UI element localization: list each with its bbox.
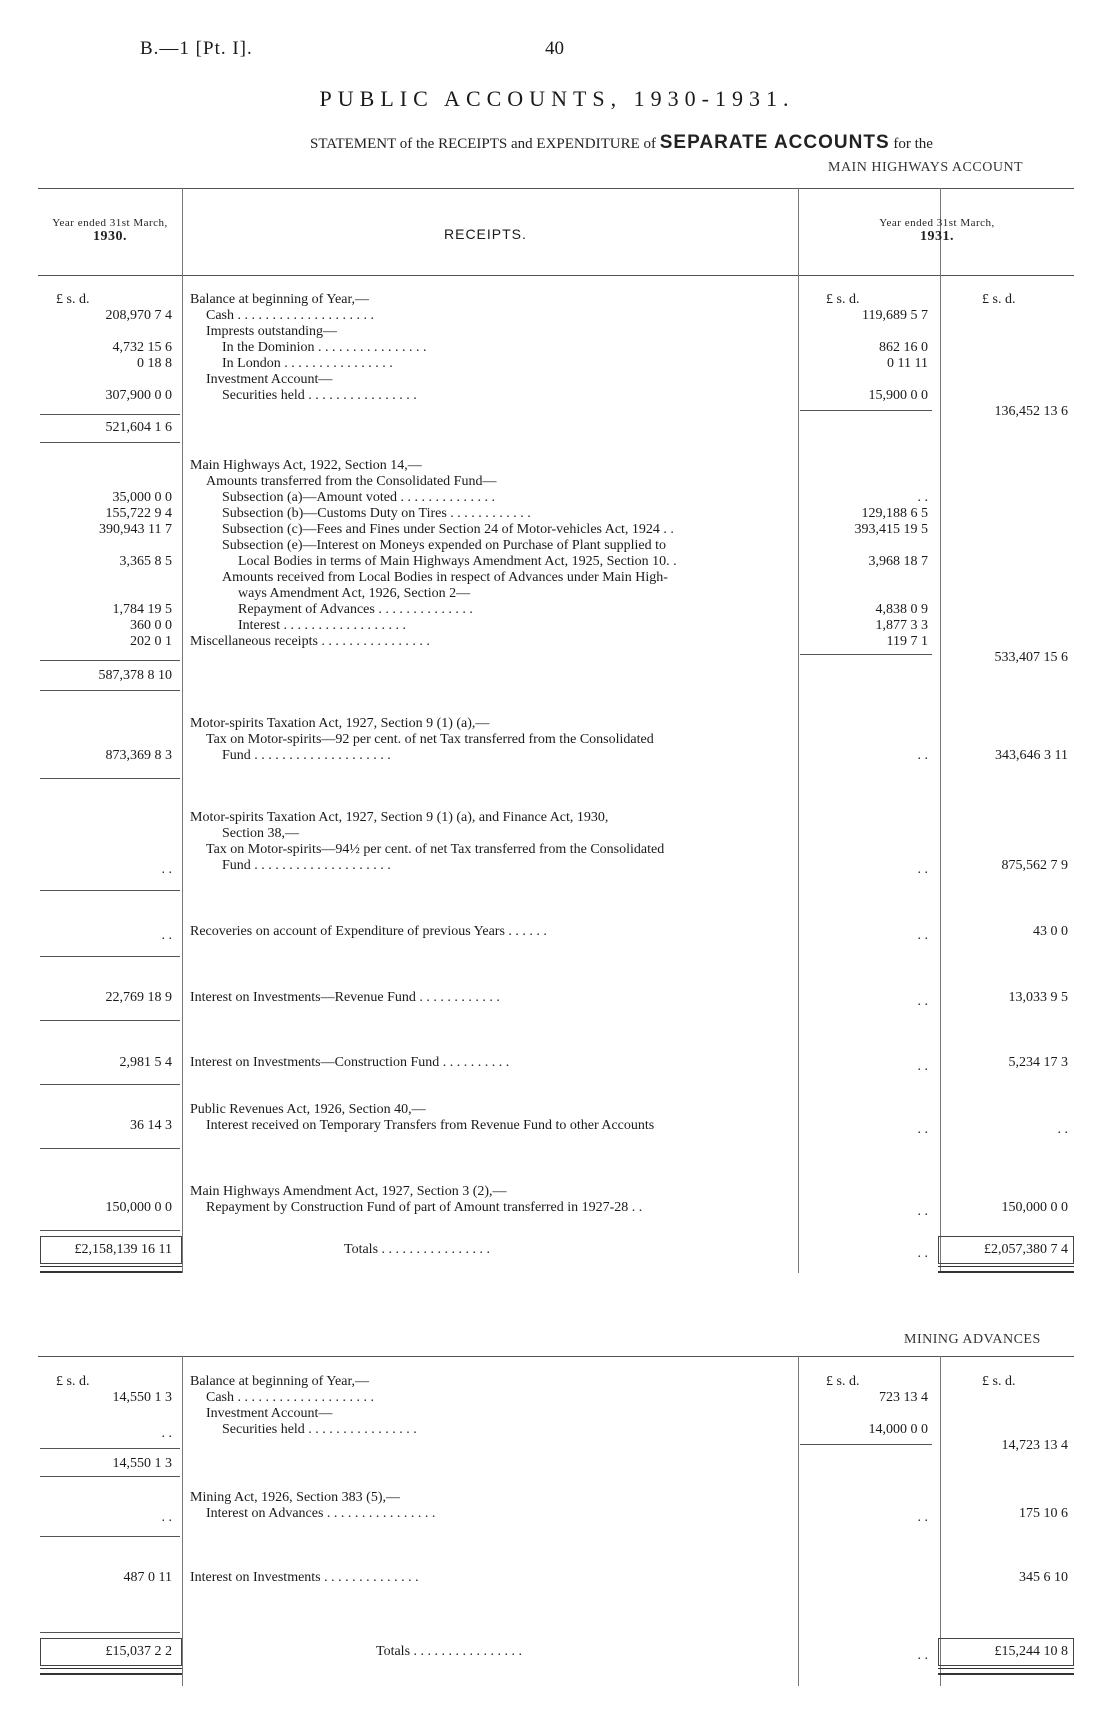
row-rule <box>40 1020 180 1021</box>
row-rule <box>40 778 180 779</box>
table-top-rule <box>38 188 1074 189</box>
subtotal-rule <box>800 410 932 411</box>
page-reference: B.—1 [Pt. I]. <box>140 38 253 59</box>
mining-double-rule <box>40 1668 182 1675</box>
mining-subtotal-rule <box>40 1448 180 1449</box>
mining-col-divider-right <box>940 1356 941 1686</box>
mining-act-line: Interest on Advances . . . . . . . . . . . . . . . . <box>206 1506 436 1521</box>
prev-ms1: 873,369 8 3 <box>105 748 172 763</box>
dominion-label: In the Dominion . . . . . . . . . . . . . . . . <box>222 340 427 355</box>
prev-sub-b: 155,722 9 4 <box>105 506 172 521</box>
statement-bold: SEPARATE ACCOUNTS <box>659 132 890 153</box>
cur-dominion: 862 16 0 <box>879 340 928 355</box>
mh-transferred: Amounts transferred from the Consolidated Fund— <box>206 474 497 489</box>
mining-prev-advances: . . <box>161 1510 172 1525</box>
cur-ms1-mid: . . <box>917 748 928 763</box>
prev-cash: 208,970 7 4 <box>105 308 172 323</box>
prev-total: £2,158,139 16 11 <box>74 1242 172 1257</box>
mining-row-rule <box>40 1632 180 1633</box>
mining-cur-total: £15,244 10 8 <box>994 1644 1068 1659</box>
col-divider-right <box>940 188 941 1273</box>
cur-ms2-mid: . . <box>917 862 928 877</box>
subtotal-rule <box>40 660 180 661</box>
page-title: PUBLIC ACCOUNTS, 1930-1931. <box>319 86 795 111</box>
cur-total-mid: . . <box>917 1246 928 1261</box>
cur-recoveries: 43 0 0 <box>1033 924 1068 939</box>
ms1-line1: Tax on Motor-spirits—92 per cent. of net Tax transferred from the Consolidated <box>206 732 654 747</box>
repay-label: Repayment of Advances . . . . . . . . . . . . . . <box>238 602 473 617</box>
ms1-heading: Motor-spirits Taxation Act, 1927, Section 9 (1) (a),— <box>190 716 490 731</box>
cur-securities: 15,900 0 0 <box>868 388 928 403</box>
prev-balance-total: 521,604 1 6 <box>105 420 172 435</box>
ms2-heading1: Motor-spirits Taxation Act, 1927, Section 9 (1) (a), and Finance Act, 1930, <box>190 810 609 825</box>
mining-row-rule <box>40 1536 180 1537</box>
mining-prev-cash: 14,550 1 3 <box>112 1390 172 1405</box>
london-label: In London . . . . . . . . . . . . . . . . <box>222 356 393 371</box>
col-divider-mid <box>798 188 799 1273</box>
interest-label: Interest . . . . . . . . . . . . . . . . . . <box>238 618 406 633</box>
receipts-heading: RECEIPTS. <box>444 226 527 242</box>
sub-b-label: Subsection (b)—Customs Duty on Tires . . . . . . . . . . . . <box>222 506 531 521</box>
prev-repay: 1,784 19 5 <box>112 602 172 617</box>
col-divider-left <box>182 188 183 1273</box>
cur-int-con: 5,234 17 3 <box>1008 1055 1068 1070</box>
cur-int-rev-mid: . . <box>917 994 928 1009</box>
prev-mha: 150,000 0 0 <box>105 1200 172 1215</box>
cur-sub-e: 3,968 18 7 <box>868 554 928 569</box>
mining-col-divider-left <box>182 1356 183 1686</box>
sub-a-label: Subsection (a)—Amount voted . . . . . . . . . . . . . . <box>222 490 495 505</box>
statement-suffix: for the <box>893 136 933 152</box>
mining-cur-inv: 345 6 10 <box>1019 1570 1068 1585</box>
cur-cash: 119,689 5 7 <box>862 308 928 323</box>
prev-sub-c: 390,943 11 7 <box>99 522 172 537</box>
prev-sub-e: 3,365 8 5 <box>119 554 172 569</box>
row-rule <box>40 1084 180 1085</box>
statement-heading <box>310 132 933 154</box>
cur-int-rev: 13,033 9 5 <box>1008 990 1068 1005</box>
prev-securities: 307,900 0 0 <box>105 388 172 403</box>
double-rule <box>40 1266 182 1273</box>
cur-recoveries-mid: . . <box>917 928 928 943</box>
pr-line: Interest received on Temporary Transfers from Revenue Fund to other Accounts <box>206 1118 655 1133</box>
sub-e-line2: Local Bodies in terms of Main Highways Amendment Act, 1925, Section 10. . <box>238 554 677 569</box>
cur-pr-mid: . . <box>917 1122 928 1137</box>
mining-cur-cash: 723 13 4 <box>879 1390 928 1405</box>
mining-top-rule <box>38 1356 1074 1357</box>
row-rule <box>40 1148 180 1149</box>
double-rule <box>938 1266 1074 1273</box>
cur-sub-c: 393,415 19 5 <box>854 522 928 537</box>
units-1931-total: £ s. d. <box>982 292 1016 307</box>
mining-cur-total-mid: . . <box>917 1648 928 1663</box>
prev-dominion: 4,732 15 6 <box>112 340 172 355</box>
subtotal-rule <box>40 690 180 691</box>
col-head-1930 <box>42 216 178 244</box>
cur-interest: 1,877 3 3 <box>875 618 928 633</box>
subtotal-rule <box>40 414 180 415</box>
prev-interest: 360 0 0 <box>130 618 172 633</box>
cur-mha: 150,000 0 0 <box>1001 1200 1068 1215</box>
cur-pr: . . <box>1057 1122 1068 1137</box>
securities-label: Securities held . . . . . . . . . . . . . . . . <box>222 388 417 403</box>
prev-int-rev: 22,769 18 9 <box>105 990 172 1005</box>
mining-double-rule <box>938 1668 1074 1675</box>
ms2-heading2: Section 38,— <box>222 826 299 841</box>
mining-col-divider-mid <box>798 1356 799 1686</box>
mining-prev-balance-total: 14,550 1 3 <box>112 1456 172 1471</box>
col-head-1931-year: 1931. <box>920 229 954 244</box>
recoveries-label: Recoveries on account of Expenditure of previous Years . . . . . . <box>190 924 547 939</box>
col-head-1930-year: 1930. <box>93 229 127 244</box>
subtotal-rule <box>40 442 180 443</box>
subtotal-rule <box>800 654 932 655</box>
int-rev-label: Interest on Investments—Revenue Fund . . . . . . . . . . . . <box>190 990 500 1005</box>
cash-label: Cash . . . . . . . . . . . . . . . . . . . . <box>206 308 374 323</box>
col-head-1930-label: Year ended 31st March, <box>52 217 168 229</box>
mining-units-1931-total: £ s. d. <box>982 1374 1016 1389</box>
prev-mh-total: 587,378 8 10 <box>98 668 172 683</box>
mining-prev-inv: 487 0 11 <box>123 1570 172 1585</box>
prev-ms2: . . <box>161 862 172 877</box>
mining-subtotal-rule <box>40 1476 180 1477</box>
statement-prefix: STATEMENT of the RECEIPTS and EXPENDITURE of <box>310 136 656 152</box>
cur-mh-total: 533,407 15 6 <box>994 650 1068 665</box>
mining-subtotal-rule <box>800 1444 932 1445</box>
mining-cur-balance-total: 14,723 13 4 <box>1001 1438 1068 1453</box>
cur-int-con-mid: . . <box>917 1059 928 1074</box>
cur-misc: 119 7 1 <box>886 634 928 649</box>
cur-ms2: 875,562 7 9 <box>1001 858 1068 873</box>
mining-cur-securities: 14,000 0 0 <box>868 1422 928 1437</box>
row-rule <box>40 1230 180 1231</box>
mining-units-1931-detail: £ s. d. <box>826 1374 860 1389</box>
mining-units-1930: £ s. d. <box>56 1374 90 1389</box>
mining-prev-total: £15,037 2 2 <box>105 1644 172 1659</box>
cur-ms1: 343,646 3 11 <box>995 748 1068 763</box>
mining-securities-label: Securities held . . . . . . . . . . . . . . . . <box>222 1422 417 1437</box>
mining-balance-heading: Balance at beginning of Year,— <box>190 1374 370 1389</box>
sub-c-label: Subsection (c)—Fees and Fines under Section 24 of Motor-vehicles Act, 1924 . . <box>222 522 674 537</box>
section-title-main-highways: MAIN HIGHWAYS ACCOUNT <box>828 160 1024 175</box>
prev-london: 0 18 8 <box>137 356 172 371</box>
prev-recoveries: . . <box>161 928 172 943</box>
mining-cur-advances: 175 10 6 <box>1019 1506 1068 1521</box>
page-number: 40 <box>545 38 564 59</box>
mining-prev-securities: . . <box>161 1426 172 1441</box>
mh-heading: Main Highways Act, 1922, Section 14,— <box>190 458 422 473</box>
mining-investment-label: Investment Account— <box>206 1406 333 1421</box>
prev-int-con: 2,981 5 4 <box>119 1055 172 1070</box>
units-1930: £ s. d. <box>56 292 90 307</box>
col-head-1931-label: Year ended 31st March, <box>879 217 995 229</box>
mha-heading: Main Highways Amendment Act, 1927, Section 3 (2),— <box>190 1184 507 1199</box>
pr-heading: Public Revenues Act, 1926, Section 40,— <box>190 1102 426 1117</box>
mining-totals-label: Totals . . . . . . . . . . . . . . . . <box>376 1644 523 1659</box>
cur-repay: 4,838 0 9 <box>875 602 928 617</box>
cur-mha-mid: . . <box>917 1204 928 1219</box>
ms2-line1: Tax on Motor-spirits—94½ per cent. of net Tax transferred from the Consolidated <box>206 842 665 857</box>
imprests-label: Imprests outstanding— <box>206 324 338 339</box>
cur-sub-b: 129,188 6 5 <box>861 506 928 521</box>
prev-sub-a: 35,000 0 0 <box>112 490 172 505</box>
sub-e-line1: Subsection (e)—Interest on Moneys expended on Purchase of Plant supplied to <box>222 538 667 553</box>
header-bottom-rule <box>38 275 1074 276</box>
col-head-1931 <box>802 216 1072 244</box>
balance-heading: Balance at beginning of Year,— <box>190 292 370 307</box>
cur-total: £2,057,380 7 4 <box>984 1242 1068 1257</box>
mining-inv-label: Interest on Investments . . . . . . . . . . . . . . <box>190 1570 419 1585</box>
investment-label: Investment Account— <box>206 372 333 387</box>
mining-cash-label: Cash . . . . . . . . . . . . . . . . . . . . <box>206 1390 374 1405</box>
row-rule <box>40 956 180 957</box>
mha-line: Repayment by Construction Fund of part of Amount transferred in 1927-28 . . <box>206 1200 643 1215</box>
ms2-line2: Fund . . . . . . . . . . . . . . . . . . . . <box>222 858 391 873</box>
mining-cur-advances-mid: . . <box>917 1510 928 1525</box>
cur-london: 0 11 11 <box>887 356 928 371</box>
prev-misc: 202 0 1 <box>130 634 172 649</box>
ms1-line2: Fund . . . . . . . . . . . . . . . . . . . . <box>222 748 391 763</box>
misc-label: Miscellaneous receipts . . . . . . . . . . . . . . . . <box>190 634 430 649</box>
recv-line2: ways Amendment Act, 1926, Section 2— <box>238 586 471 601</box>
row-rule <box>40 890 180 891</box>
cur-balance-total: 136,452 13 6 <box>994 404 1068 419</box>
recv-line1: Amounts received from Local Bodies in respect of Advances under Main High- <box>222 570 668 585</box>
section-title-mining-advances: MINING ADVANCES <box>904 1332 1041 1347</box>
units-1931-detail: £ s. d. <box>826 292 860 307</box>
cur-sub-a: . . <box>917 490 928 505</box>
mining-act-heading: Mining Act, 1926, Section 383 (5),— <box>190 1490 400 1505</box>
int-con-label: Interest on Investments—Construction Fund . . . . . . . . . . <box>190 1055 510 1070</box>
prev-pr: 36 14 3 <box>130 1118 172 1133</box>
totals-label: Totals . . . . . . . . . . . . . . . . <box>344 1242 491 1257</box>
